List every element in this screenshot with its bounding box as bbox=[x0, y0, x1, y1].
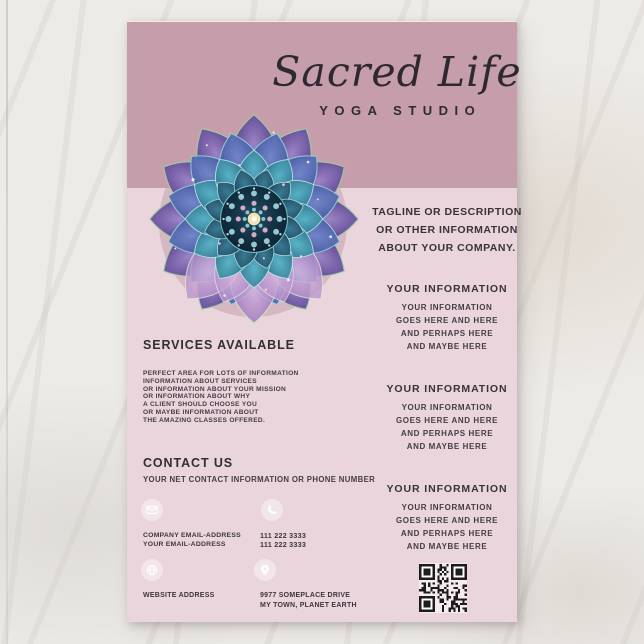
services-line: OR INFORMATION ABOUT WHY bbox=[143, 393, 251, 401]
contact-subtitle: YOUR NET CONTACT INFORMATION OR PHONE NUMBER bbox=[143, 475, 376, 484]
info-block bbox=[352, 282, 542, 353]
envelope-icon bbox=[141, 499, 163, 521]
info-line: GOES HERE AND HERE bbox=[395, 416, 499, 425]
info-line: AND MAYBE HERE bbox=[406, 442, 488, 451]
info-line: GOES HERE AND HERE bbox=[395, 316, 499, 325]
info-line: GOES HERE AND HERE bbox=[395, 516, 499, 525]
email-block bbox=[143, 532, 241, 549]
tagline-line: TAGLINE OR DESCRIPTION bbox=[372, 206, 522, 218]
services-line: OR MAYBE INFORMATION ABOUT bbox=[143, 408, 259, 416]
globe-icon bbox=[141, 559, 163, 581]
info-line: YOUR INFORMATION bbox=[401, 503, 493, 512]
brand-script-title: Sacred Life bbox=[272, 48, 522, 96]
info-block bbox=[352, 382, 542, 453]
services-line: OR INFORMATION ABOUT YOUR MISSION bbox=[143, 385, 287, 393]
address-block bbox=[260, 591, 357, 611]
brand-block bbox=[272, 46, 522, 118]
lotus-mandala-image bbox=[140, 105, 368, 333]
tagline-block bbox=[352, 203, 542, 257]
phone-number: 111 222 3333 bbox=[260, 531, 307, 540]
info-block-title: YOUR INFORMATION bbox=[386, 383, 508, 395]
tagline-line: ABOUT YOUR COMPANY. bbox=[378, 242, 516, 254]
brand-subtitle: YOGA STUDIO bbox=[319, 103, 482, 118]
info-block-title: YOUR INFORMATION bbox=[386, 483, 508, 495]
services-line: THE AMAZING CLASSES OFFERED. bbox=[143, 416, 266, 424]
services-line: INFORMATION ABOUT SERVICES bbox=[143, 377, 257, 385]
contact-title: CONTACT US bbox=[143, 456, 234, 470]
phone-icon bbox=[261, 499, 283, 521]
services-body bbox=[143, 370, 318, 425]
phone-number: 111 222 3333 bbox=[260, 539, 307, 549]
info-line: AND PERHAPS HERE bbox=[400, 429, 494, 438]
location-pin-icon bbox=[254, 559, 276, 581]
address-line: 9977 SOMEPLACE DRIVE bbox=[260, 592, 351, 599]
info-line: AND PERHAPS HERE bbox=[400, 329, 494, 338]
info-block-title: YOUR INFORMATION bbox=[386, 283, 508, 295]
marble-edge-seam bbox=[6, 0, 8, 644]
qr-code bbox=[419, 563, 467, 613]
info-line: YOUR INFORMATION bbox=[401, 403, 493, 412]
phone-block bbox=[260, 532, 306, 549]
tagline-line: OR OTHER INFORMATION bbox=[376, 224, 518, 236]
website-label: WEBSITE ADDRESS bbox=[143, 592, 215, 599]
website-block bbox=[143, 591, 215, 601]
services-title: SERVICES AVAILABLE bbox=[143, 338, 295, 352]
services-line: PERFECT AREA FOR LOTS OF INFORMATION bbox=[143, 370, 299, 377]
email-label: YOUR EMAIL-ADDRESS bbox=[143, 540, 226, 548]
address-line: MY TOWN, PLANET EARTH bbox=[260, 602, 357, 609]
info-line: AND MAYBE HERE bbox=[406, 342, 488, 351]
info-line: YOUR INFORMATION bbox=[401, 303, 493, 312]
flyer-page bbox=[127, 21, 522, 622]
info-line: AND MAYBE HERE bbox=[406, 542, 488, 551]
services-line: A CLIENT SHOULD CHOOSE YOU bbox=[143, 401, 258, 409]
email-label: COMPANY EMAIL-ADDRESS bbox=[143, 532, 241, 539]
info-line: AND PERHAPS HERE bbox=[400, 529, 494, 538]
info-block bbox=[352, 482, 542, 553]
